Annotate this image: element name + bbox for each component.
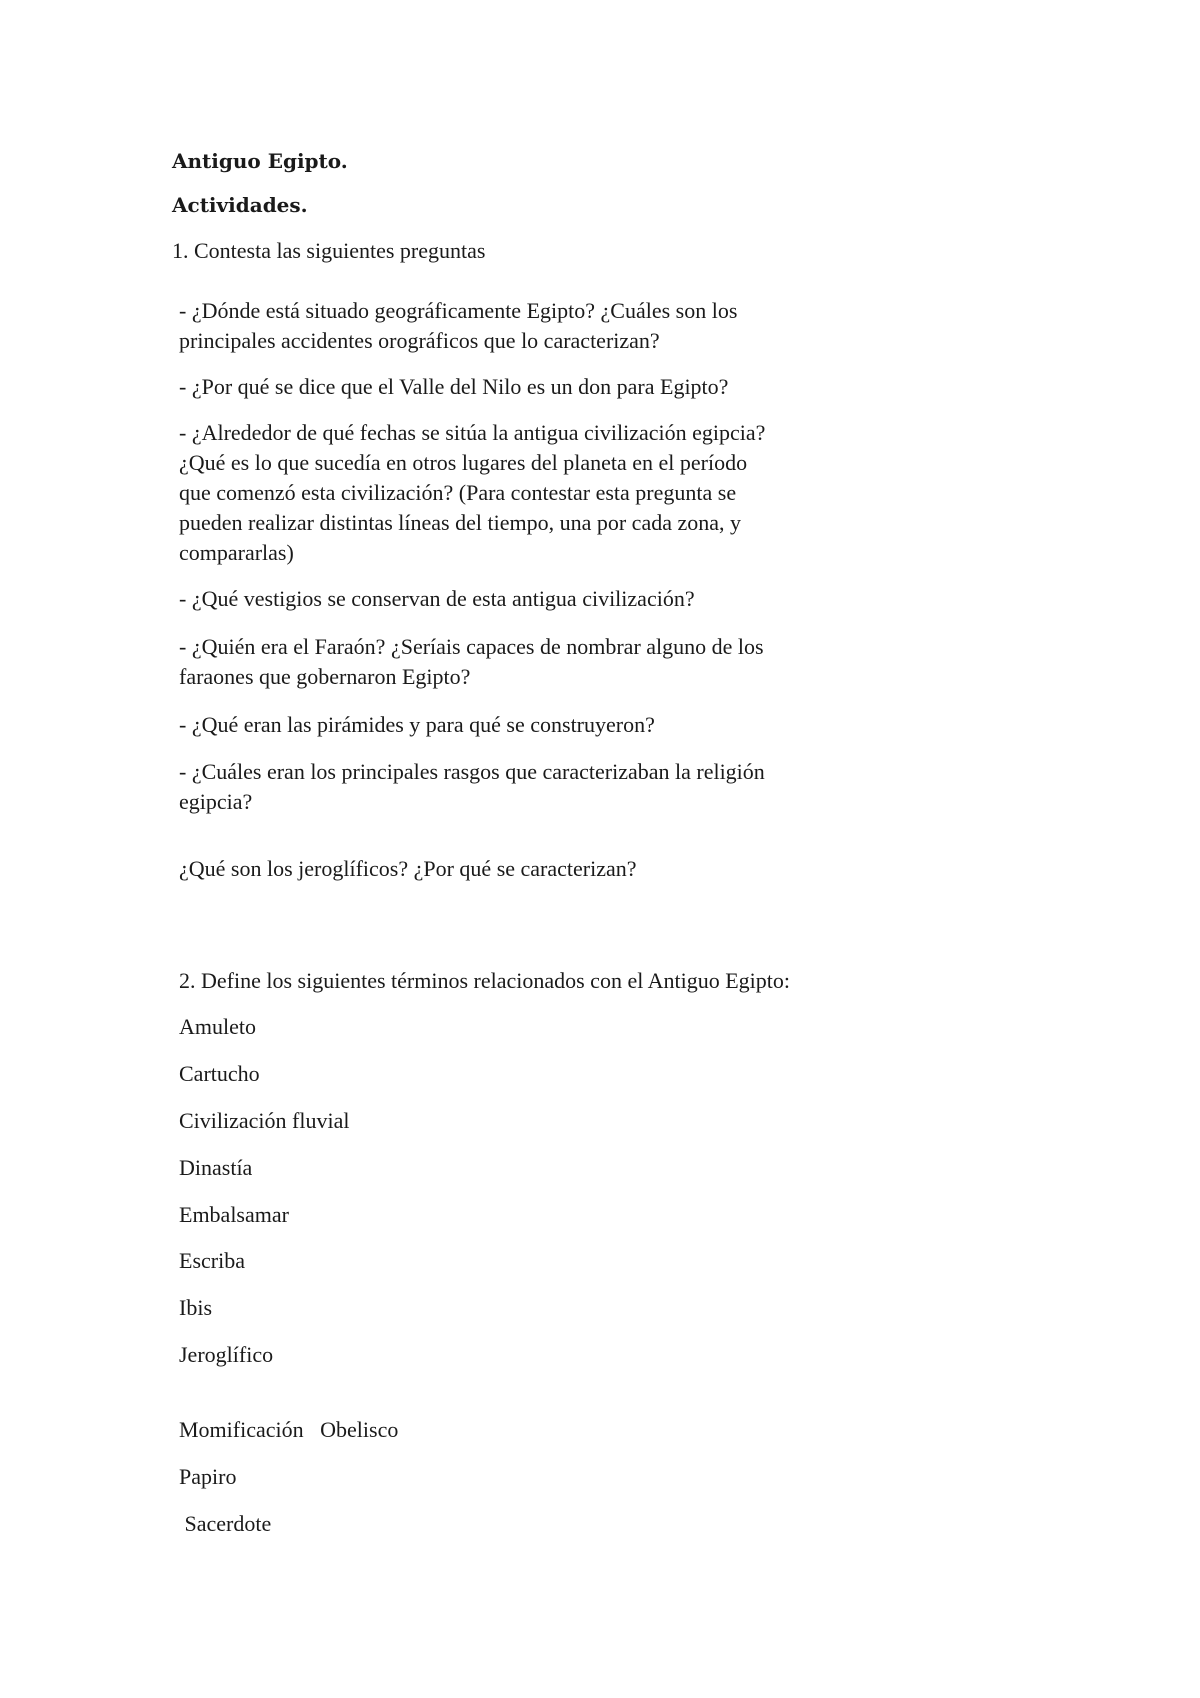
- term-item: Cartucho: [179, 1061, 260, 1086]
- term-item: Dinastía: [179, 1155, 253, 1180]
- question-4: [179, 584, 695, 614]
- question-3: [179, 418, 765, 568]
- term-item: Sacerdote: [179, 1511, 272, 1536]
- term-item: Embalsamar: [179, 1202, 289, 1227]
- question-3-line-3: que comenzó esta civilización? (Para contestar esta pregunta se: [179, 480, 737, 505]
- question-7: [179, 757, 765, 817]
- document-title: Antiguo Egipto.: [172, 149, 348, 173]
- question-3-line-2: ¿Qué es lo que sucedía en otros lugares del planeta en el período: [179, 450, 748, 475]
- question-4-line-1: - ¿Qué vestigios se conservan de esta antigua civilización?: [179, 586, 695, 611]
- question-7-line-2: egipcia?: [179, 789, 253, 814]
- question-1-line-1: - ¿Dónde está situado geográficamente Egipto? ¿Cuáles son los: [179, 298, 738, 323]
- question-1-line-2: principales accidentes orográficos que lo caracterizan?: [179, 328, 660, 353]
- question-8-line-1: ¿Qué son los jeroglíficos? ¿Por qué se caracterizan?: [179, 856, 637, 881]
- term-item: Escriba: [179, 1248, 245, 1273]
- term-item: Amuleto: [179, 1014, 256, 1039]
- question-8: [179, 854, 637, 884]
- question-3-line-5: compararlas): [179, 540, 294, 565]
- question-2-line-1: - ¿Por qué se dice que el Valle del Nilo es un don para Egipto?: [179, 374, 729, 399]
- question-7-line-1: - ¿Cuáles eran los principales rasgos que caracterizaban la religión: [179, 759, 765, 784]
- term-item: Momificación Obelisco: [179, 1417, 399, 1442]
- question-5: [179, 632, 764, 692]
- question-5-line-2: faraones que gobernaron Egipto?: [179, 664, 471, 689]
- question-5-line-1: - ¿Quién era el Faraón? ¿Seríais capaces de nombrar alguno de los: [179, 634, 764, 659]
- section-1-heading: 1. Contesta las siguientes preguntas: [172, 238, 486, 263]
- term-item: Ibis: [179, 1295, 212, 1320]
- term-item: Jeroglífico: [179, 1342, 274, 1367]
- question-2: [179, 372, 728, 402]
- section-2-heading: 2. Define los siguientes términos relacionados con el Antiguo Egipto:: [179, 968, 790, 993]
- question-3-line-4: pueden realizar distintas líneas del tiempo, una por cada zona, y: [179, 510, 742, 535]
- question-6-line-1: - ¿Qué eran las pirámides y para qué se construyeron?: [179, 712, 655, 737]
- term-item: Papiro: [179, 1464, 237, 1489]
- question-1: [179, 296, 737, 356]
- question-6: [179, 710, 655, 740]
- document-subtitle: Actividades.: [172, 193, 308, 217]
- question-3-line-1: - ¿Alrededor de qué fechas se sitúa la antigua civilización egipcia?: [179, 420, 766, 445]
- term-item: Civilización fluvial: [179, 1108, 350, 1133]
